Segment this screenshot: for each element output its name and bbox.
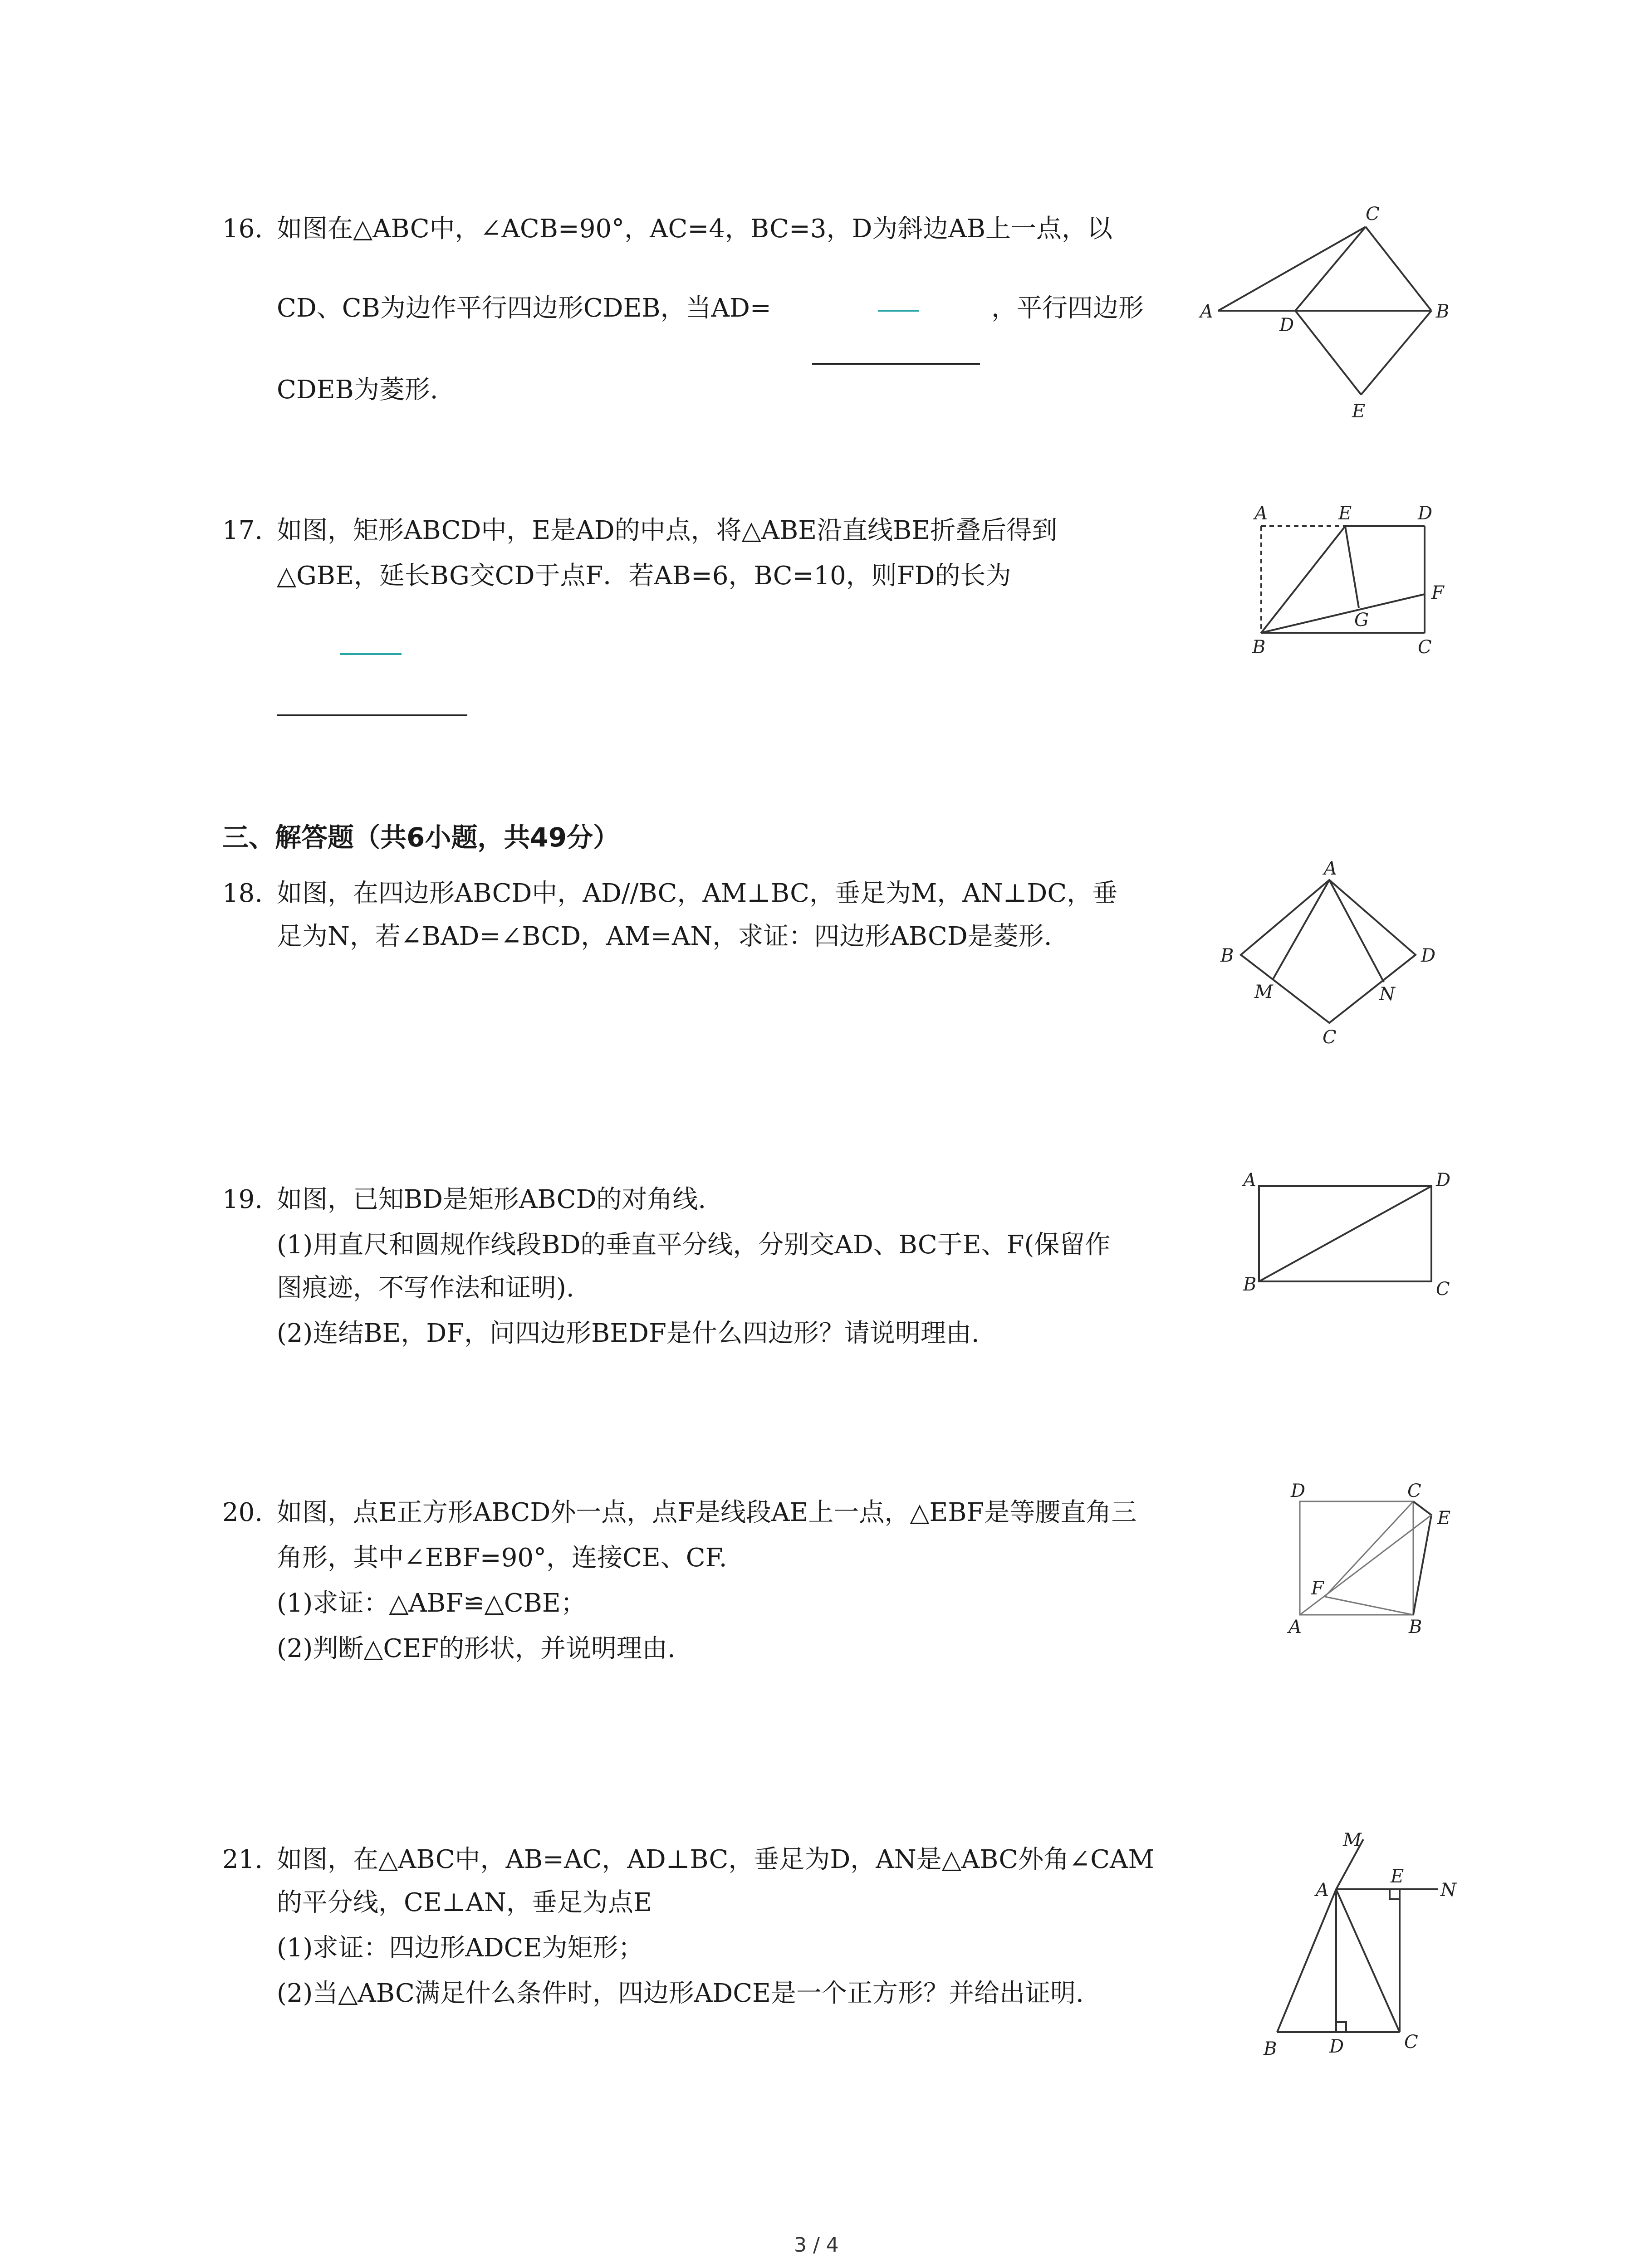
q21-label-A: A: [1316, 1880, 1329, 1901]
q19-figure: [1234, 1166, 1461, 1306]
q19-label-A: A: [1243, 1170, 1256, 1191]
q18-label-N: N: [1379, 984, 1395, 1005]
q21-label-B: B: [1264, 2038, 1277, 2059]
q20-line3: (1)求证：△ABF≌△CBE；: [277, 1589, 586, 1618]
q16-answer-mark: [878, 310, 919, 312]
q19-line3: 图痕迹，不写作法和证明).: [277, 1273, 574, 1303]
q20-label-E: E: [1437, 1508, 1451, 1529]
q16-label-C: C: [1366, 204, 1380, 225]
q19-label-B: B: [1243, 1274, 1257, 1295]
q17-label-B: B: [1252, 637, 1266, 658]
q20-label-A: A: [1288, 1617, 1302, 1637]
q17-number: 17.: [222, 516, 263, 545]
q20-line4: (2)判断△CEF的形状，并说明理由.: [277, 1634, 676, 1663]
q18-figure: [1216, 858, 1452, 1052]
q21-label-C: C: [1404, 2032, 1418, 2053]
q20-line1: 如图，点E正方形ABCD外一点，点F是线段AE上一点，△EBF是等腰直角三: [277, 1498, 1137, 1527]
q18-label-C: C: [1323, 1027, 1337, 1048]
page-number: 3 / 4: [794, 2234, 839, 2257]
q18-label-B: B: [1220, 945, 1234, 966]
q17-label-E: E: [1338, 503, 1352, 524]
q16-label-E: E: [1352, 401, 1366, 422]
q16-line1: 如图在△ABC中，∠ACB=90°，AC=4，BC=3，D为斜边AB上一点，以: [277, 214, 1113, 244]
q20-number: 20.: [222, 1498, 263, 1527]
q19-line4: (2)连结BE，DF，问四边形BEDF是什么四边形？请说明理由.: [277, 1319, 980, 1348]
q21-figure: [1257, 1830, 1456, 2068]
q21-line3: (1)求证：四边形ADCE为矩形；: [277, 1933, 644, 1963]
q17-figure: [1243, 503, 1461, 658]
q18-label-A: A: [1324, 858, 1337, 879]
q21-line2: 的平分线，CE⊥AN，垂足为点E: [277, 1888, 652, 1917]
q16-figure: [1198, 200, 1452, 431]
q16-label-D: D: [1279, 315, 1294, 336]
q19-label-C: C: [1436, 1279, 1450, 1300]
q18-line1: 如图，在四边形ABCD中，AD//BC，AM⊥BC，垂足为M，AN⊥DC，垂: [277, 879, 1118, 908]
q16-line2a: CD、CB为边作平行四边形CDEB，当AD=: [277, 293, 771, 323]
q21-line4: (2)当△ABC满足什么条件时，四边形ADCE是一个正方形？并给出证明.: [277, 1979, 1084, 2008]
q18-label-M: M: [1254, 982, 1273, 1002]
q16-answer-blank[interactable]: [812, 363, 980, 365]
q20-label-B: B: [1409, 1617, 1422, 1637]
q21-label-D: D: [1329, 2036, 1344, 2057]
q18-line2: 足为N，若∠BAD=∠BCD，AM=AN，求证：四边形ABCD是菱形.: [277, 922, 1052, 951]
q16-label-B: B: [1436, 301, 1450, 322]
q17-label-A: A: [1254, 503, 1268, 524]
q17-label-G: G: [1354, 610, 1369, 631]
q20-label-F: F: [1311, 1578, 1324, 1599]
q17-label-F: F: [1431, 582, 1444, 603]
q20-label-C: C: [1407, 1481, 1421, 1501]
q17-label-D: D: [1418, 503, 1433, 524]
q17-answer-mark: [340, 653, 402, 655]
q16-line2b: ，平行四边形: [991, 293, 1144, 323]
q17-line1: 如图，矩形ABCD中，E是AD的中点，将△ABE沿直线BE折叠后得到: [277, 516, 1058, 545]
q19-number: 19.: [222, 1185, 263, 1214]
q21-label-N: N: [1440, 1880, 1456, 1901]
q18-number: 18.: [222, 879, 263, 908]
q16-line3: CDEB为菱形.: [277, 375, 438, 405]
q21-number: 21.: [222, 1845, 263, 1874]
q21-label-M: M: [1343, 1830, 1362, 1851]
q21-line1: 如图，在△ABC中，AB=AC，AD⊥BC，垂足为D，AN是△ABC外角∠CAM: [277, 1845, 1154, 1874]
q17-line2: △GBE，延长BG交CD于点F．若AB=6，BC=10，则FD的长为: [277, 561, 1011, 591]
q16-number: 16.: [222, 214, 263, 244]
q17-label-C: C: [1418, 637, 1432, 658]
q19-line1: 如图，已知BD是矩形ABCD的对角线.: [277, 1185, 706, 1214]
q20-figure: [1275, 1481, 1456, 1644]
q19-label-D: D: [1436, 1170, 1451, 1191]
q18-label-D: D: [1421, 945, 1436, 966]
q17-answer-blank[interactable]: [277, 714, 467, 716]
q20-label-D: D: [1291, 1481, 1306, 1501]
section3-title: 三、解答题（共6小题，共49分）: [222, 822, 620, 853]
q21-label-E: E: [1391, 1866, 1404, 1887]
q19-line2: (1)用直尺和圆规作线段BD的垂直平分线，分别交AD、BC于E、F(保留作: [277, 1230, 1111, 1260]
q20-line2: 角形，其中∠EBF=90°，连接CE、CF.: [277, 1543, 727, 1573]
q16-label-A: A: [1200, 301, 1213, 322]
